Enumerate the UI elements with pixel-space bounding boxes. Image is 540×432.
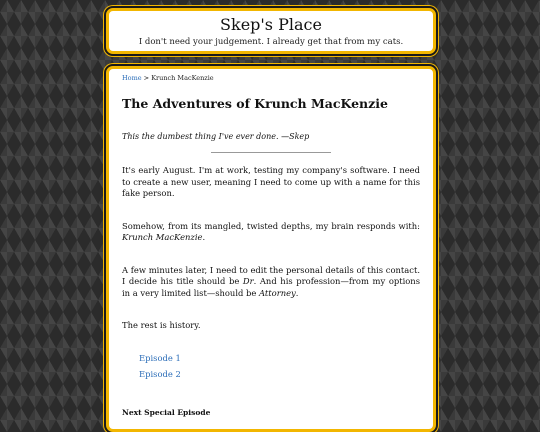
list-item <box>139 369 420 380</box>
episode-list <box>139 353 420 381</box>
divider <box>211 152 331 153</box>
site-tagline: I don't need your judgement. I already get that from my cats. <box>138 37 404 47</box>
breadcrumb <box>122 73 420 83</box>
paragraph-name-end: . <box>202 232 206 242</box>
paragraph-name <box>122 221 420 244</box>
main-content <box>106 66 436 432</box>
title-dr-italic: Dr <box>242 276 254 286</box>
breadcrumb-separator: > <box>141 74 152 82</box>
site-header <box>106 8 436 54</box>
next-episode-heading: Next Special Episode <box>122 408 211 417</box>
paragraph-intro: It's early August. I'm at work, testing my company's software. I need to create a new user, meaning I need to come up with a name for this fake person. <box>122 165 420 198</box>
epigraph: This the dumbest thing I've ever done. —Skep <box>122 132 310 141</box>
breadcrumb-current: Krunch MacKenzie <box>151 74 214 82</box>
krunch-name-italic: Krunch MacKenzie <box>122 232 203 242</box>
paragraph-details <box>122 265 420 300</box>
breadcrumb-home-link[interactable]: Home <box>122 74 142 82</box>
site-title[interactable]: Skep's Place <box>220 15 322 34</box>
paragraph-details-a: A few minutes later, I need to edit the personal details of this contact. I decide his title should be <box>122 264 420 286</box>
paragraph-name-text: Somehow, from its mangled, twisted depths, my brain responds with: <box>122 220 420 231</box>
episode-2-link[interactable]: Episode 2 <box>139 369 181 379</box>
list-item <box>139 353 420 364</box>
paragraph-history: The rest is history. <box>122 320 201 330</box>
paragraph-details-b: . And his profession—from my options in a very limited list—should be <box>122 276 420 298</box>
profession-italic: Attorney <box>259 287 296 298</box>
paragraph-details-end: . <box>295 287 299 298</box>
episode-1-link[interactable]: Episode 1 <box>139 352 181 363</box>
post-title: The Adventures of Krunch MacKenzie <box>122 96 388 111</box>
